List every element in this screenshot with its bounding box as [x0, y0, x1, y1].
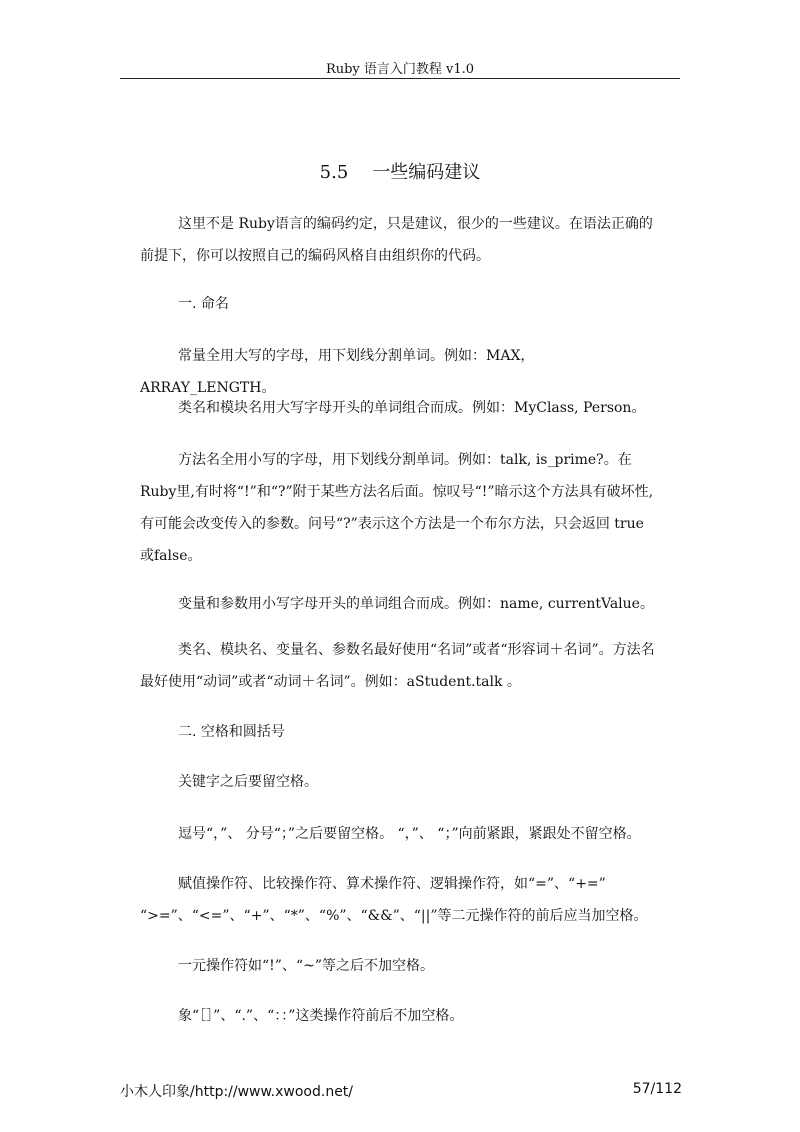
section-number: 5.5 [319, 162, 349, 183]
section-title [0, 158, 800, 184]
paragraph-constants: 常量全用大写的字母，用下划线分割单词。例如：MAX， ARRAY_LENGTH。 [140, 348, 535, 396]
page-header: Ruby 语言入门教程 v1.0 [325, 62, 475, 77]
paragraph-unary-operators: 一元操作符如“!”、“~”等之后不加空格。 [178, 958, 434, 974]
paragraph-binary-operators: 赋值操作符、比较操作符、算术操作符、逻辑操作符，如“=”、“+=” “>=”、“<=”、“+”、“*”、“%”、“&&”、“||”等二元操作符的前后应当加空格。 [140, 876, 648, 924]
header-divider [120, 78, 680, 79]
paragraph-method-names: 方法名全用小写的字母，用下划线分割单词。例如：talk, is_prime?。在Ruby里,有时将“!”和“?”附于某些方法名后面。惊叹号“!”暗示这个方法具有破坏性, 有可能会改变传入的参数。问号“?”表示这个方法是一个布尔方法，只会返回 true 或false。 [140, 452, 654, 564]
paragraph-other-operators: 象“［］”、“.”、“：：”这类操作符前后不加空格。 [178, 1008, 464, 1024]
heading-naming: 一. 命名 [178, 296, 229, 312]
section-heading: 一些编码建议 [372, 162, 481, 183]
page-number: 57/112 [632, 1081, 682, 1097]
paragraph-comma: 逗号“，”、 分号“；”之后要留空格。 “，”、 “；”向前紧跟，紧跟处不留空格。 [178, 826, 641, 842]
paragraph-intro: 这里不是 Ruby语言的编码约定，只是建议，很少的一些建议。在语法正确的前提下，你可以按照自己的编码风格自由组织你的代码。 [140, 216, 653, 264]
footer-source: 小木人印象/http://www.xwood.net/ [120, 1084, 354, 1100]
paragraph-class-names: 类名和模块名用大写字母开头的单词组合而成。例如：MyClass, Person。 [178, 400, 646, 416]
paragraph-naming-style: 类名、模块名、变量名、参数名最好使用“名词”或者“形容词＋名词”。方法名最好使用“动词”或者“动词＋名词”。例如：aStudent.talk 。 [140, 642, 655, 690]
heading-spaces: 二. 空格和圆括号 [178, 724, 285, 740]
paragraph-variables: 变量和参数用小写字母开头的单词组合而成。例如：name, currentValue。 [178, 596, 654, 612]
paragraph-keywords: 关键字之后要留空格。 [178, 774, 318, 790]
